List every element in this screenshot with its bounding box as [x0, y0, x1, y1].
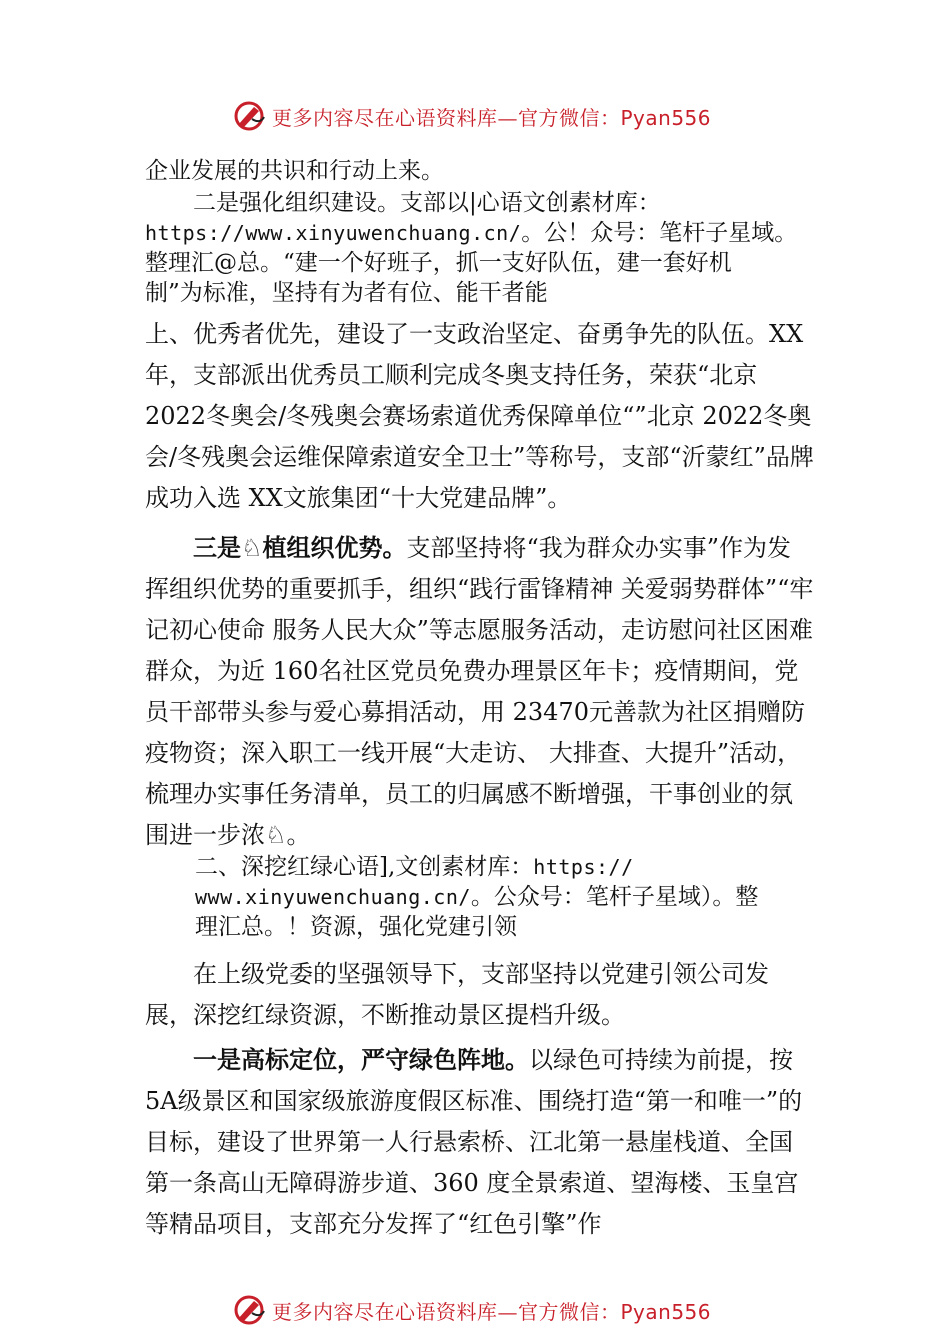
- header-banner: [232, 96, 732, 136]
- url-text: www.xinyuwenchuang.cn/: [195, 885, 471, 909]
- paragraph-7: 一是高标定位，严守绿色阵地。以绿色可持续为前提，按 5A级景区和国家级旅游度假区标准、围绕打造“第一和唯一”的目标，建设了世界第一人行悬索桥、江北第一悬崖栈道、全国第一条高山无障碍游步道、360 度全景索道、望海楼、玉皇宫等精品项目，支部充分发挥了“红色引擎”作: [145, 1046, 803, 1238]
- paragraph-4: 三是♘植组织优势。支部坚持将“我为群众办实事”作为发挥组织优势的重要抓手，组织“践行雷锋精神 关爱弱势群体”“牢记初心使命 服务人民大众”等志愿服务活动，走访慰问社区困难群众，为近 160名社区党员免费办理景区年卡；疫情期间，党员干部带头参与爱心募捐活动，用 23470元善款为社区捐赠防疫物资；深入职工一线开展“大走访、 大排查、大提升”活动，梳理办实事任务清单，员工的归属感不断增强，干事创业的氛围进一步浓♘。: [145, 534, 814, 849]
- url-text: https://www.xinyuwenchuang.cn/: [145, 221, 522, 245]
- wechat-id: Pyan556: [620, 105, 712, 130]
- p5-line-3: 理汇总。！资源，强化党建引领: [195, 914, 517, 940]
- p5-line-1: 二、深挖红绿心语],文创素材库：https://: [195, 854, 634, 880]
- paragraph-2: [145, 188, 815, 308]
- paragraph-1: 企业发展的共识和行动上来。: [145, 158, 444, 184]
- logo-icon: [232, 1293, 266, 1327]
- p2-line-1: 二是强化组织建设。支部以|心语文创素材库：: [193, 190, 661, 216]
- wechat-id: Pyan556: [620, 1299, 712, 1324]
- paragraph-4-lead: 三是♘植组织优势。: [193, 534, 407, 562]
- paragraph-3: 上、优秀者优先，建设了一支政治坚定、奋勇争先的队伍。XX年，支部派出优秀员工顺利完成冬奥支持任务，荣获“北京2022冬奥会/冬残奥会赛场索道优秀保障单位“”北京 2022冬奥会/冬残奥会运维保障索道安全卫士”等称号，支部“沂蒙红”品牌成功入选 XX文旅集团“十大党建品牌”。: [145, 320, 814, 512]
- footer-banner: [232, 1290, 732, 1330]
- paragraph-7-lead: 一是高标定位，严守绿色阵地。: [193, 1046, 529, 1074]
- banner-text: 更多内容尽在心语资料库—官方微信：Pyan556: [272, 1299, 712, 1324]
- p2-line-3: 整理汇@总。“建一个好班子，抓一支好队伍，建一套好机: [145, 250, 732, 276]
- p2-line-4: 制”为标准，坚持有为者有位、能干者能: [145, 280, 548, 306]
- section-heading-2: [195, 852, 815, 942]
- banner-text: 更多内容尽在心语资料库—官方微信：Pyan556: [272, 105, 712, 130]
- logo-icon: [232, 99, 266, 133]
- p5-line-2: www.xinyuwenchuang.cn/。公众号：笔杆子星域）。整: [195, 884, 759, 910]
- paragraph-6: 在上级党委的坚强领导下，支部坚持以党建引领公司发展，深挖红绿资源，不断推动景区提档升级。: [145, 960, 769, 1029]
- p2-line-2: https://www.xinyuwenchuang.cn/。公！众号：笔杆子星域。: [145, 220, 798, 246]
